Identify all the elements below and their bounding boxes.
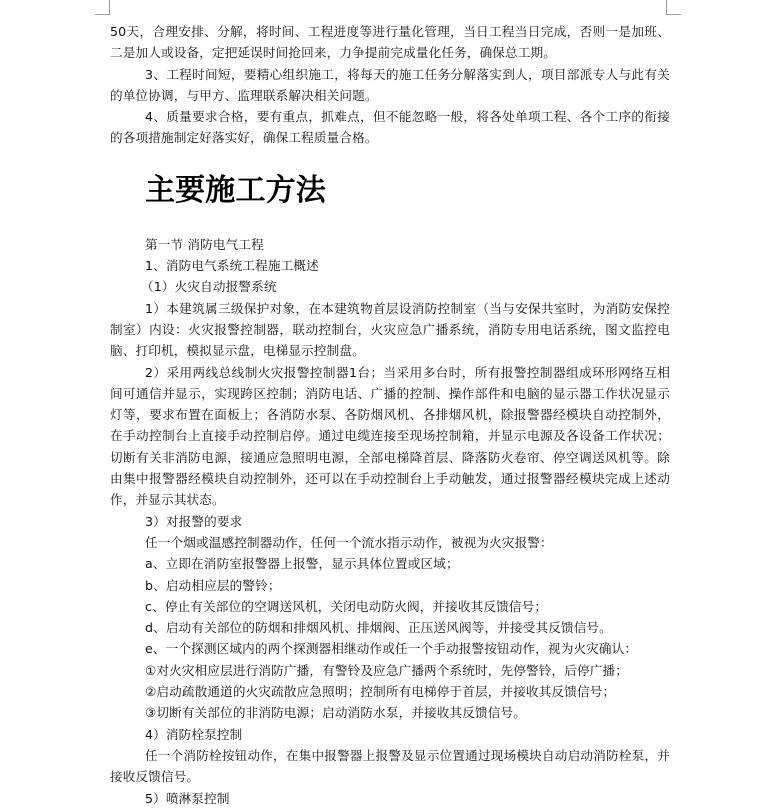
page-corner-mark-top-left — [95, 0, 110, 15]
intro-paragraph-organization: 3、工程时间短，要精心组织施工，将每天的施工任务分解落实到人，项目部派专人与此有关的单位协调，与甲方、监理联系解决相关问题。 — [110, 66, 670, 103]
alarm-line: b、启动相应层的警铃； — [145, 577, 281, 593]
paragraph-hydrant-pump: 任一个消防栓按钮动作，在集中报警器上报警及显示位置通过现场模块自动启动消防栓泵，并接收反馈信号。 — [110, 747, 670, 785]
subsection-title: 1、消防电气系统工程施工概述 — [145, 258, 319, 274]
item-title-hydrant-pump: 4）消防栓泵控制 — [145, 726, 243, 742]
item-title-alarm-requirements: 3）对报警的要求 — [145, 513, 243, 529]
alarm-line: e、一个探测区域内的两个探测器相继动作或任一个手动报警按钮动作，视为火灾确认： — [145, 641, 638, 657]
alarm-line: ③切断有关部位的非消防电源；启动消防水泵，并接收其反馈信号。 — [145, 705, 527, 721]
intro-paragraph-schedule: 50天，合理安排、分解，将时间、工程进度等进行量化管理，当日工程当日完成，否则一是加班、二是加人或设备，定把延误时间抢回来，力争提前完成量化任务，确保总工期。 — [110, 24, 670, 61]
intro-paragraph-quality: 4、质量要求合格，要有重点，抓难点，但不能忽略一般，将各处单项工程、各个工序的衔接的各项措施制定好落实好，确保工程质量合格。 — [110, 109, 670, 146]
alarm-line: 任一个烟或温感控制器动作，任何一个流水指示动作，被视为火灾报警： — [145, 534, 553, 550]
item-title-fire-alarm: （1）火灾自动报警系统 — [141, 279, 277, 295]
document-body — [110, 21, 670, 809]
section-title: 第一节 消防电气工程 — [145, 236, 264, 252]
alarm-line: ②启动疏散通道的火灾疏散应急照明；控制所有电梯停于首层，并接收其反馈信号； — [145, 684, 616, 700]
alarm-line: a、立即在消防室报警器上报警，显示具体位置或区域； — [145, 556, 459, 572]
main-heading: 主要施工方法 — [145, 172, 326, 208]
page-corner-mark-top-right — [666, 0, 681, 15]
paragraph-protection-object: 1）本建筑属三级保护对象，在本建筑物首层设消防控制室（当与安保共室时，为消防安保控制室）内设：火灾报警控制器，联动控制台，火灾应急广播系统，消防专用电话系统，图文监控电脑、打印机，模拟显示盘，电梯显示控制盘。 — [110, 300, 670, 359]
alarm-line: c、停止有关部位的空调送风机，关闭电动防火阀，并接收其反馈信号； — [145, 598, 548, 614]
alarm-line: d、启动有关部位的防烟和排烟风机、排烟阀、正压送风阀等，并接受其反馈信号。 — [145, 620, 612, 636]
paragraph-bus-controller: 2）采用两线总线制火灾报警控制器1台；当采用多台时，所有报警控制器组成环形网络互相间可通信并显示，实现跨区控制；消防电话、广播的控制、操作部件和电脑的显示器工作状况显示灯等，要求布置在面板上；各消防水泵、各防烟风机、各排烟风机，除报警器经模块自动控制外，在手动控制台上直接手动控制启停。通过电缆连接至现场控制箱，并显示电源及各设备工作状况；切断有关非消防电源，接通应急照明电源，全部电梯降首层、降落防火卷帘、停空调送风机等。除由集中报警器经模块自动控制外，还可以在手动控制台上手动触发，通过报警器经模块完成上述动作，并显示其状态。 — [110, 364, 670, 508]
alarm-line: ①对火灾相应层进行消防广播，有警铃及应急广播两个系统时，先停警铃，后停广播； — [145, 662, 628, 678]
item-title-sprinkler-pump: 5）喷淋泵控制 — [145, 790, 230, 806]
